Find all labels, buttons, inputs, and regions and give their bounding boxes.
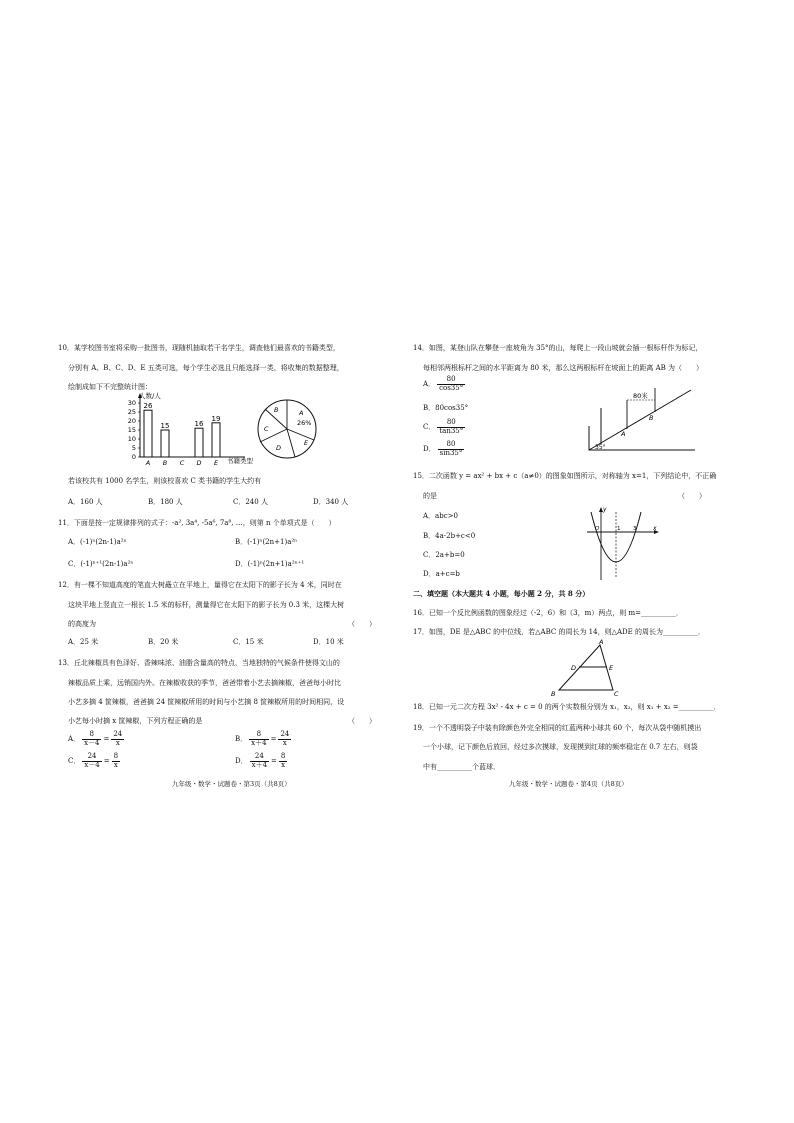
triangle-point-d: D xyxy=(571,664,577,672)
q13-line1: 13．丘北辣椒具有色泽好、香辣味浓、油脂含量高的特点，当地独特的气候条件使得文山的 xyxy=(58,659,340,667)
q10-option-c: C．240 人 xyxy=(233,498,268,506)
q15-option-d: D．a+c=b xyxy=(423,570,460,578)
slope-point-a: A xyxy=(621,430,626,438)
q11-option-c: C．(-1)ⁿ⁺¹(2n-1)a²ⁿ xyxy=(68,560,134,568)
q11-option-b: B．(-1)ⁿ(2n+1)a²ⁿ xyxy=(235,538,298,546)
triangle-point-c: C xyxy=(614,690,619,698)
bar-chart-y-tick-label: 25 xyxy=(127,408,136,417)
triangle-point-e: E xyxy=(609,664,614,672)
q12-answer-paren: （ ） xyxy=(348,620,376,628)
pie-label-b: B xyxy=(274,406,279,414)
q14-option-a: A． $\frac{80}{\cos 35^\circ}$ xyxy=(423,375,464,392)
parabola-tick-3: 3 xyxy=(633,526,637,532)
q14-option-b: B．80cos35° xyxy=(423,404,469,412)
bar-chart-y-label: 人数/人 xyxy=(139,392,161,400)
q10-option-d: D．340 人 xyxy=(313,498,349,506)
bar-category-label: C xyxy=(179,459,185,467)
q15-option-b: B．4a-2b+c<0 xyxy=(423,532,476,540)
pie-label-a: A xyxy=(299,409,304,417)
page-footer-left: 九年级・数学・试题卷・第3页（共8页） xyxy=(172,780,291,788)
bar-chart-y-tick-label: 15 xyxy=(127,426,136,435)
q15-option-a: A．abc>0 xyxy=(423,512,458,520)
triangle-point-a: A xyxy=(599,638,604,646)
q12-option-c: C．15 米 xyxy=(233,638,264,646)
pie-annotation: 26% xyxy=(297,419,312,427)
q13-option-d: D． $\frac{24}{x+4}$ = $\frac{8}{x}$ xyxy=(235,752,286,769)
q19-line1: 19．一个不透明袋子中装有除颜色外完全相同的红蓝两种小球共 60 个，每次从袋中随机摸出 xyxy=(413,724,702,732)
bar xyxy=(161,430,169,457)
q11-line1: 11．下面是按一定规律排列的式子：-a², 3a⁴, -5a⁶, 7a⁸, …，则第 n 个单项式是（ ） xyxy=(58,519,336,527)
q13-line2: 辣椒品质上乘，远销国内外。在辣椒收获的季节，爸爸带着小艺去摘辣椒，爸爸每小时比 xyxy=(68,679,341,687)
q13-option-b: B． $\frac{8}{x+4}$ = $\frac{24}{x}$ xyxy=(235,730,290,747)
q19-line2: 一个小球，记下颜色后放回，经过多次摸球，发现摸到红球的频率稳定在 0.7 左右，则袋 xyxy=(423,743,698,751)
q14-option-c: C． $\frac{80}{\tan 35^\circ}$ xyxy=(423,418,464,435)
section-2-heading: 二、填空题（本大题共 4 小题，每小题 2 分，共 8 分） xyxy=(413,589,590,598)
q16: 16．已知一个反比例函数的图象经过（-2，6）和（3，m）两点，则 m=__________． xyxy=(413,609,683,617)
bar xyxy=(144,410,152,457)
q15-line2: 的是 xyxy=(423,492,437,500)
bar-chart-y-tick-label: 30 xyxy=(127,399,136,408)
q14-option-d: D． $\frac{80}{\sin 35^\circ}$ xyxy=(423,440,463,457)
bar-data-label: 19 xyxy=(211,414,221,423)
bar-data-label: 26 xyxy=(143,402,153,411)
q13-line4: 小艺每小时摘 x 筐辣椒，下列方程正确的是 xyxy=(68,717,203,725)
q10-option-a: A．160 人 xyxy=(68,498,103,506)
q13-answer-paren: （ ） xyxy=(348,717,376,725)
q11-option-a: A．(-1)ⁿ(2n-1)a²ⁿ xyxy=(68,538,127,546)
q14-line2: 每相邻两根标杆之间的水平距离为 80 米，那么这两根标杆在坡面上的距离 AB 为（ ） xyxy=(423,364,704,372)
bar-category-label: B xyxy=(162,459,168,467)
q12-line3: 的高度为 xyxy=(68,620,96,628)
bar-chart xyxy=(116,392,266,468)
bar-chart-y-tick-label: 5 xyxy=(131,444,136,453)
bar-data-label: 15 xyxy=(160,422,170,430)
page-footer-right: 九年级・数学・试题卷・第4页（共8页） xyxy=(509,780,628,788)
q15-line1: 15．二次函数 y = ax² + bx + c（a≠0）的图象如图所示，对称轴为 x=1，下列结论中，不正确 xyxy=(413,472,717,480)
q12-option-b: B．20 米 xyxy=(148,638,179,646)
slope-angle-label: 35° xyxy=(595,444,606,451)
slope-point-b: B xyxy=(649,414,654,422)
slope-figure xyxy=(581,386,701,456)
parabola-origin-label: O xyxy=(595,526,600,532)
triangle-point-b: B xyxy=(551,690,556,698)
pie-label-e: E xyxy=(304,439,309,447)
parabola-figure xyxy=(583,506,663,582)
triangle-figure xyxy=(545,638,625,698)
bar-chart-y-tick-label: 20 xyxy=(127,417,136,426)
bar xyxy=(195,428,203,457)
q12-option-a: A．25 米 xyxy=(68,638,99,646)
q12-option-d: D．10 米 xyxy=(313,638,344,646)
q13-option-a: A． $\frac{8}{x-4}$ = $\frac{24}{x}$ xyxy=(68,730,123,747)
q11-option-d: D．(-1)ⁿ(2n+1)a²ⁿ⁺¹ xyxy=(235,560,305,568)
pie-chart xyxy=(252,394,322,464)
q19-line3: 中有__________个蓝球． xyxy=(423,763,500,771)
q10-line2: 分别有 A、B、C、D、E 五类可选，每个学生必选且只能选择一类，将收集的数据整理， xyxy=(68,364,344,372)
q10-line4: 若该校共有 1000 名学生，则该校喜欢 C 类书籍的学生大约有 xyxy=(68,477,262,485)
q14-line1: 14．如图，某登山队在攀登一座坡角为 35°的山，每爬上一段山坡就会插一根标杆作为标记， xyxy=(413,344,703,352)
slope-distance-label: 80米 xyxy=(633,392,648,400)
bar-chart-y-tick-label: 10 xyxy=(127,435,136,444)
bar-category-label: A xyxy=(145,459,151,467)
parabola-x-label: x xyxy=(653,525,657,532)
q17: 17．如图，DE 是△ABC 的中位线，若△ABC 的周长为 14，则△ADE 的周长为__________． xyxy=(413,628,705,636)
bar-chart-y-tick-label: 0 xyxy=(131,453,136,462)
q12-line2: 这块平地上竖直立一根长 1.5 米的标杆，测量得它在太阳下的影子长为 0.3 米，这棵大树 xyxy=(68,601,345,609)
q13-line3: 小艺多摘 4 筐辣椒，爸爸摘 24 筐辣椒所用的时间与小艺摘 8 筐辣椒所用的时间相同，设 xyxy=(68,698,345,706)
bar-data-label: 16 xyxy=(194,420,204,429)
q18: 18．已知一元二次方程 3x² - 4x + c = 0 的两个实数根分别为 x₁，x₂，则 x₁ + x₂ =__________． xyxy=(413,703,721,711)
parabola-y-label: y xyxy=(603,506,607,513)
parabola-tick-1: 1 xyxy=(617,526,621,532)
q15-answer-paren: （ ） xyxy=(678,492,706,500)
bar xyxy=(212,423,220,457)
q12-line1: 12．有一棵不知道高度的笔直大树矗立在平地上，量得它在太阳下的影子长为 4 米，同时在 xyxy=(58,581,342,589)
q10-line3: 绘制成如下不完整统计图： xyxy=(68,383,152,391)
pie-label-d: D xyxy=(276,444,282,452)
bar-category-label: D xyxy=(196,459,202,467)
pie-label-c: C xyxy=(264,425,269,433)
q13-option-c: C． $\frac{24}{x-4}$ = $\frac{8}{x}$ xyxy=(68,752,119,769)
bar-chart-x-label: 书籍类型 xyxy=(227,457,253,465)
q10-line1: 10．某学校图书室将采购一批图书，现随机抽取若干名学生，调查他们最喜欢的书籍类型， xyxy=(58,344,340,352)
q15-option-c: C．2a+b=0 xyxy=(423,551,465,559)
q10-option-b: B．180 人 xyxy=(148,498,183,506)
bar-category-label: E xyxy=(213,459,219,467)
